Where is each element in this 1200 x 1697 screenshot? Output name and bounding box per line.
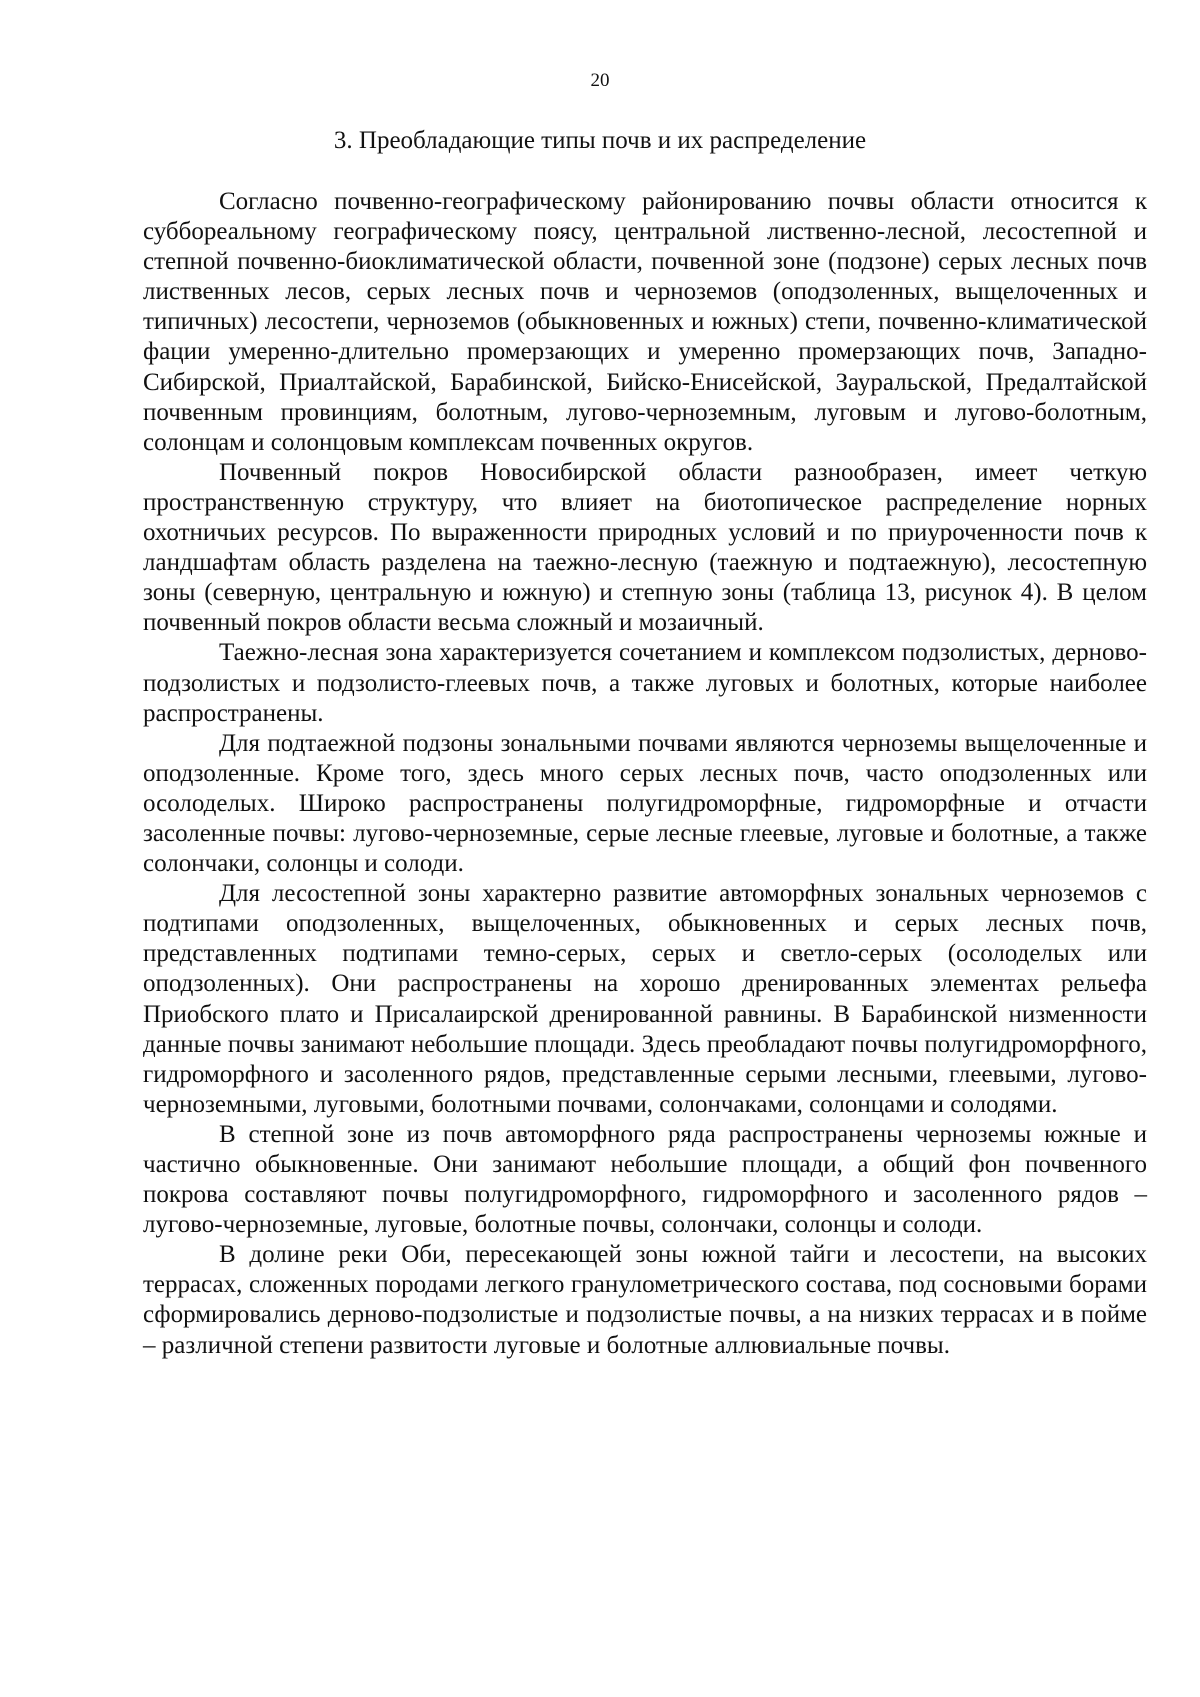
paragraph: В долине реки Оби, пересекающей зоны южной тайги и лесостепи, на высоких террасах, сложенных породами легкого гранулометрического состава, под сосновыми борами сформировались дерново-подзолистые и подзолистые почвы, а на низких террасах и в пойме – различной степени развитости луговые и болотные аллювиальные почвы. [143, 1241, 1147, 1359]
paragraph: Для лесостепной зоны характерно развитие автоморфных зональных черноземов с подтипами оподзоленных, выщелоченных, обыкновенных и серых лесных почв, представленных подтипами темно-серых, серых и светло-серых (осолоделых или оподзоленных). Они распространены на хорошо дренированных элементах рельефа Приобского плато и Присалаирской дренированной равнины. В Барабинской низменности данные почвы занимают небольшие площади. Здесь преобладают почвы полугидроморфного, гидроморфного и засоленного рядов, представленные серыми лесными, глеевыми, лугово-черноземными, луговыми, болотными почвами, солончаками, солонцами и солодями. [143, 880, 1147, 1118]
paragraph: В степной зоне из почв автоморфного ряда распространены черноземы южные и частично обыкновенные. Они занимают небольшие площади, а общий фон почвенного покрова составляют почвы полугидроморфного, гидроморфного и засоленного рядов – лугово-черноземные, луговые, болотные почвы, солончаки, солонцы и солоди. [143, 1120, 1147, 1239]
body-text [143, 187, 1147, 1361]
paragraph: Согласно почвенно-географическому районированию почвы области относится к суббореальному географическому поясу, центральной лиственно-лесной, лесостепной и степной почвенно-биоклиматической области, почвенной зоне (подзоне) серых лесных почв лиственных лесов, серых лесных почв и черноземов (оподзоленных, выщелоченных и типичных) лесостепи, черноземов (обыкновенных и южных) степи, почвенно-климатической фации умеренно-длительно промерзающих и умеренно промерзающих почв, Западно-Сибирской, Приалтайской, Барабинской, Бийско-Енисейской, Зауральской, Предалтайской почвенным провинциям, болотным, лугово-черноземным, луговым и лугово-болотным, солонцам и солонцовым комплексам почвенных округов. [143, 188, 1147, 456]
section-heading: 3. Преобладающие типы почв и их распределение [333, 127, 867, 154]
page-number: 20 [590, 70, 610, 91]
paragraph: Почвенный покров Новосибирской области разнообразен, имеет четкую пространственную структуру, что влияет на биотопическое распределение норных охотничьих ресурсов. По выраженности природных условий и по приуроченности почв к ландшафтам область разделена на таежно-лесную (таежную и подтаежную), лесостепную зоны (северную, центральную и южную) и степную зоны (таблица 13, рисунок 4). В целом почвенный покров области весьма сложный и мозаичный. [143, 458, 1147, 637]
paragraph: Таежно-лесная зона характеризуется сочетанием и комплексом подзолистых, дерново-подзолистых и подзолисто-глеевых почв, а также луговых и болотных, которые наиболее распространены. [143, 639, 1147, 727]
paragraph: Для подтаежной подзоны зональными почвами являются черноземы выщелоченные и оподзоленные. Кроме того, здесь много серых лесных почв, часто оподзоленных или осолоделых. Широко распространены полугидроморфные, гидроморфные и отчасти засоленные почвы: лугово-черноземные, серые лесные глеевые, луговые и болотные, а также солончаки, солонцы и солоди. [143, 729, 1147, 878]
